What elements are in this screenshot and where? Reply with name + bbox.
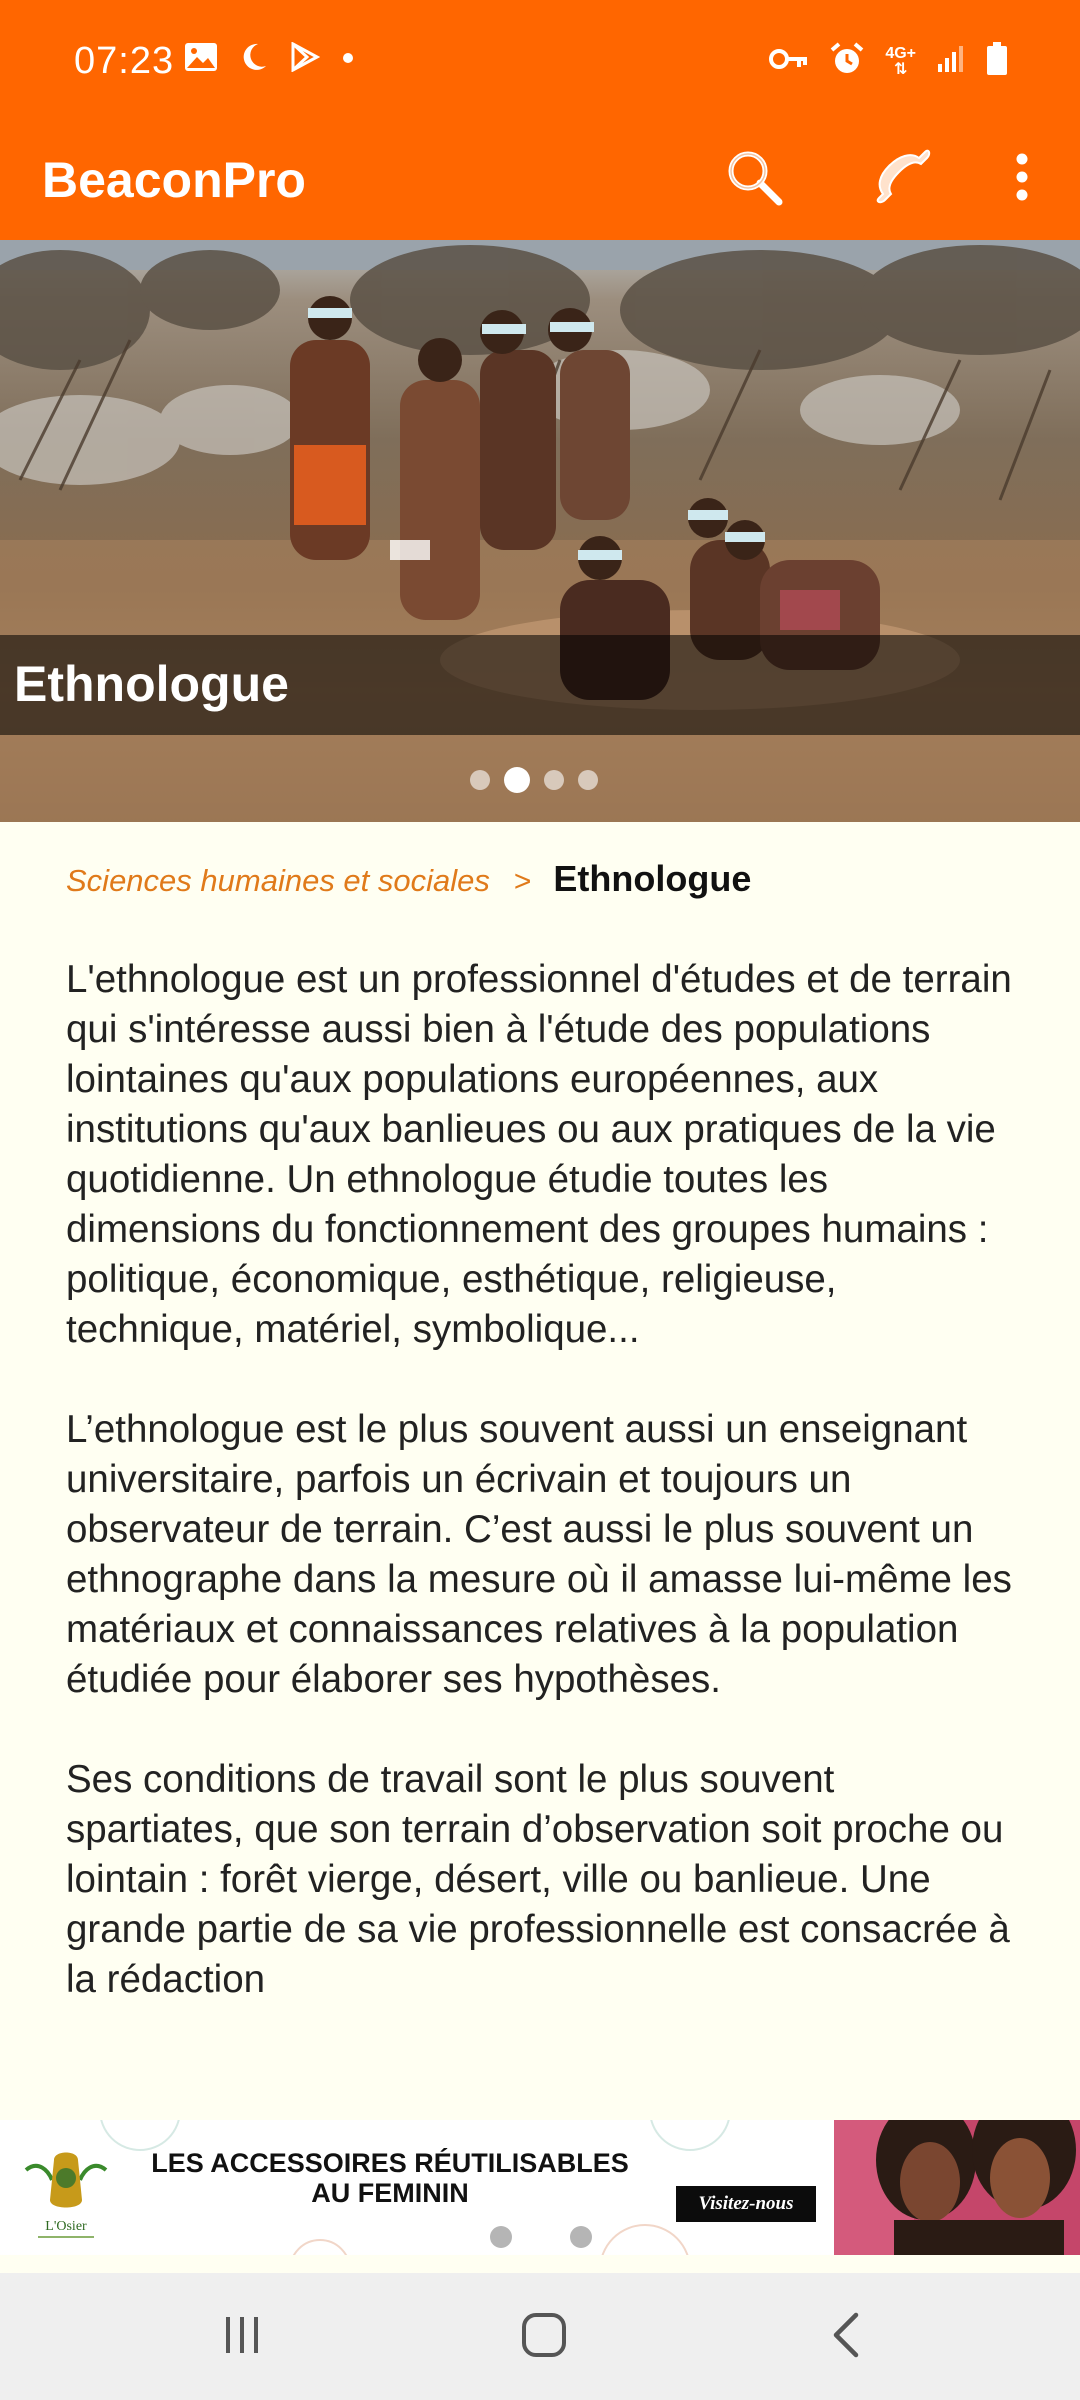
play-store-icon — [290, 42, 320, 77]
ad-headline: LES ACCESSOIRES RÉUTILISABLES AU FEMININ — [151, 2148, 629, 2208]
hero-title: Ethnologue — [14, 656, 289, 712]
search-icon — [723, 146, 785, 213]
network-icon: 4G+ ⇅ — [885, 44, 916, 78]
ad-brand-logo — [18, 2130, 114, 2245]
hero-caption — [0, 635, 1080, 735]
breadcrumb-separator: > — [513, 865, 532, 898]
back-button[interactable] — [796, 2297, 896, 2377]
article-paragraph: L’ethnologue est le plus souvent aussi un enseignant universitaire, parfois un écrivain et toujours un observateur de terrain. C’est aussi le plus souvent un ethnographe dans la mesure où il amasse lui-même les matériaux et connaissances relatives à la population étudiée pour élaborer ses hypothèses. — [66, 1408, 1012, 1701]
status-time: 07:23 — [74, 40, 175, 82]
ad-photo — [834, 2120, 1080, 2255]
breadcrumb-parent-link[interactable]: Sciences humaines et sociales — [66, 863, 490, 898]
back-icon — [828, 2311, 864, 2364]
phone-icon — [871, 146, 933, 213]
ad-dot[interactable] — [490, 2226, 512, 2248]
battery-icon — [986, 42, 1008, 81]
article-paragraph: L'ethnologue est un professionnel d'études et de terrain qui s'intéresse aussi bien à l'étude des populations lointaines qu'aux populations européennes, aux institutions qu'aux banlieues ou aux pratiques de la vie quotidienne. Un ethnologue étudie toutes les dimensions du fonctionnement des groupes humains : politique, économique, esthétique, religieuse, technique, matériel, symbolique... — [66, 958, 1012, 1351]
hero-pagination — [470, 770, 598, 793]
article-body[interactable] — [66, 955, 1016, 2065]
hero-dot-active[interactable] — [504, 767, 530, 793]
hero-dot[interactable] — [578, 770, 598, 790]
recents-icon — [220, 2313, 264, 2362]
home-icon — [520, 2311, 568, 2364]
search-button[interactable] — [706, 131, 802, 227]
system-nav-bar — [0, 2273, 1080, 2400]
home-button[interactable] — [494, 2297, 594, 2377]
network-label: 4G+ — [885, 44, 916, 62]
app-bar — [0, 125, 1080, 240]
hero-dot[interactable] — [470, 770, 490, 790]
call-button[interactable] — [854, 131, 950, 227]
moon-icon — [240, 42, 268, 77]
recents-button[interactable] — [192, 2297, 292, 2377]
more-options-button[interactable] — [974, 131, 1070, 227]
hero-dot[interactable] — [544, 770, 564, 790]
app-title: BeaconPro — [42, 152, 306, 208]
hero-carousel[interactable] — [0, 240, 1080, 822]
alarm-icon — [829, 42, 865, 81]
more-vert-icon — [1015, 152, 1029, 207]
key-icon — [769, 47, 809, 76]
gallery-icon — [184, 42, 218, 77]
breadcrumb-current: Ethnologue — [553, 858, 752, 899]
article-paragraph: Ses conditions de travail sont le plus souvent spartiates, que son terrain d’observation soit proche ou lointain : forêt vierge, désert, ville ou banlieue. Une grande partie de sa vie professionnelle est consacrée à la rédaction — [66, 1758, 1010, 2001]
dot-icon — [342, 51, 354, 69]
ad-pagination — [490, 2226, 592, 2248]
ad-dot[interactable] — [570, 2226, 592, 2248]
ad-cta-button[interactable]: Visitez-nous — [676, 2186, 816, 2222]
status-bar — [0, 0, 1080, 125]
breadcrumb — [66, 858, 751, 900]
ad-brand-name: L'Osier — [45, 2219, 87, 2234]
signal-icon — [936, 44, 966, 79]
